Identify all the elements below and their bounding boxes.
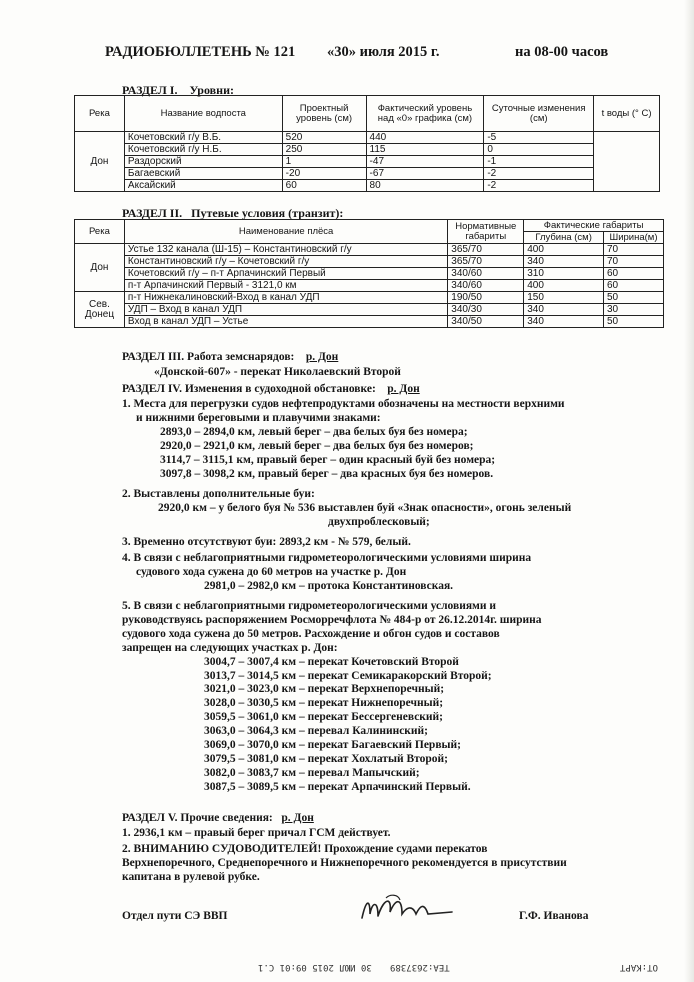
table-row: Вход в канал УДП – Устье 340/50 340 50 [75, 316, 664, 328]
section4-p5: 5. В связи с неблагоприятными гидрометеорологическими условиями и руководствуясь распоряжением Росморречфлота № 484-р от 26.12.2014г. ширина судового хода сужена до 50 метров. Расхождение и обгон судов и составов запрещен на следующих участках р. Дон: 3004,7 – 3007,4 км – перекат Кочетовский Второй 3013,7 – 3014,5 км – перекат Семикаракорский Второй; 3021,0 – 3023,0 км – перекат Верхнепоречный; 3028,0 – 3030,5 км – перекат Нижнепоречный; 3059,5 – 3061,0 км – перекат Бессергеневский; 3063,0 – 3064,3 км – перевал Калининский; 3069,0 – 3070,0 км – перекат Багаевский Первый; 3079,5 – 3081,0 км – перекат Хохлатый Второй; 3082,0 – 3083,7 км – перевал Мапычский; 3087,5 – 3089,5 км – перекат Арпачинский Первый. [122, 600, 542, 793]
fax-footer-sender: OT:KAPT [620, 962, 658, 972]
table-row: Кочетовский г/у Н.Б. 250 115 0 [75, 144, 660, 156]
fax-footer-phone: TEA:2637389 [390, 962, 450, 972]
col-width: Ширина(м) [603, 232, 663, 244]
table-row: Аксайский 60 80 -2 [75, 180, 660, 192]
section3-heading: РАЗДЕЛ III. Работа земснарядов: р. Дон [122, 351, 339, 363]
section4-heading: РАЗДЕЛ IV. Изменения в судоходной обстановке: р. Дон [122, 383, 420, 395]
section2-heading: РАЗДЕЛ II. Путевые условия (транзит): [122, 206, 344, 220]
signature-name: Г.Ф. Иванова [519, 910, 589, 922]
levels-table [74, 95, 660, 192]
col-actual-dims: Фактические габариты [524, 220, 664, 232]
table-row: Дон Устье 132 канала (Ш-15) – Константиновский г/у 365/70 400 70 [75, 244, 664, 256]
river-cell: Дон [75, 244, 125, 292]
section5-p1: 1. 2936,1 км – правый берег причал ГСМ действует. [122, 827, 391, 839]
section4-p4: 4. В связи с неблагоприятными гидрометеорологическими условиями ширина судового хода сужена до 60 метров на участке р. Дон 2981,0 – 2982,0 км – протока Константиновская. [122, 552, 532, 592]
fax-footer-datetime: 30 ИЮЛ 2015 09:01 С.1 [258, 962, 372, 972]
col-water-temp: t воды (° С) [594, 96, 660, 132]
col-river: Река [75, 96, 125, 132]
bulletin-title: РАДИОБЮЛЛЕТЕНЬ № 121 [105, 44, 296, 60]
handwritten-signature-icon [356, 892, 456, 928]
section1-heading: РАЗДЕЛ I. Уровни: [122, 83, 234, 97]
section5-heading: РАЗДЕЛ V. Прочие сведения: р. Дон [122, 812, 314, 824]
col-daily-change: Суточные изменения (см) [484, 96, 594, 132]
section5-p2: 2. ВНИМАНИЮ СУДОВОДИТЕЛЕЙ! Прохождение судами перекатов Верхнепоречного, Среднепоречного и Нижнепоречного рекомендуется в присутствии капитана в рулевой рубке. [122, 843, 567, 883]
scan-edge-shadow [684, 0, 694, 982]
col-depth: Глубина (см) [524, 232, 604, 244]
col-reach: Наименование плёса [124, 220, 447, 244]
river-cell: Дон [75, 132, 125, 192]
signature-department: Отдел пути СЭ ВВП [122, 910, 228, 922]
table-row: Сев. Донец п-т Нижнекалиновский-Вход в канал УДП 190/50 150 50 [75, 292, 664, 304]
section3-dredger: «Донской-607» - перекат Николаевский Второй [154, 366, 401, 378]
col-design-level: Проектный уровень (см) [282, 96, 366, 132]
section4-p3: 3. Временно отсутствуют буи: 2893,2 км - № 579, белый. [122, 536, 411, 548]
table-row: УДП – Вход в канал УДП 340/30 340 30 [75, 304, 664, 316]
levels-header-row [75, 96, 660, 132]
river-cell: Сев. Донец [75, 292, 125, 328]
section4-p1: 1. Места для перегрузки судов нефтепродуктами обозначены на местности верхними и нижними береговыми и плавучими знаками: 2893,0 – 2894,0 км, левый берег – два белых буя без номера; 2920,0 – 2921,0 км, левый берег – два белых буя без номеров; 3114,7 – 3115,1 км, правый берег – один красный буй без номера; 3097,8 – 3098,2 км, правый берег – два красных буя без номеров. [122, 398, 565, 480]
bulletin-date: «30» июля 2015 г. [327, 44, 440, 60]
table-row: Дон Кочетовский г/у В.Б. 520 440 -5 [75, 132, 660, 144]
route-conditions-table [74, 219, 664, 328]
col-river: Река [75, 220, 125, 244]
col-post: Название водпоста [124, 96, 282, 132]
route-header-row-1 [75, 220, 664, 232]
col-actual-level: Фактический уровень над «0» графика (см) [366, 96, 484, 132]
fax-transmission-footer [0, 958, 694, 976]
section4-p2: 2. Выставлены дополнительные буи: 2920,0 км – у белого буя № 536 выставлен буй «Знак опасности», огонь зеленый двухпроблесковый; [122, 488, 572, 528]
table-row: Багаевский -20 -67 -2 [75, 168, 660, 180]
table-row: п-т Арпачинский Первый - 3121,0 км 340/60 400 60 [75, 280, 664, 292]
bulletin-time: на 08-00 часов [515, 44, 609, 60]
col-normative: Нормативные габариты [448, 220, 524, 244]
table-row: Раздорский 1 -47 -1 [75, 156, 660, 168]
table-row: Константиновский г/у – Кочетовский г/у 365/70 340 70 [75, 256, 664, 268]
temp-cell [594, 132, 660, 192]
table-row: Кочетовский г/у – п-т Арпачинский Первый 340/60 310 60 [75, 268, 664, 280]
